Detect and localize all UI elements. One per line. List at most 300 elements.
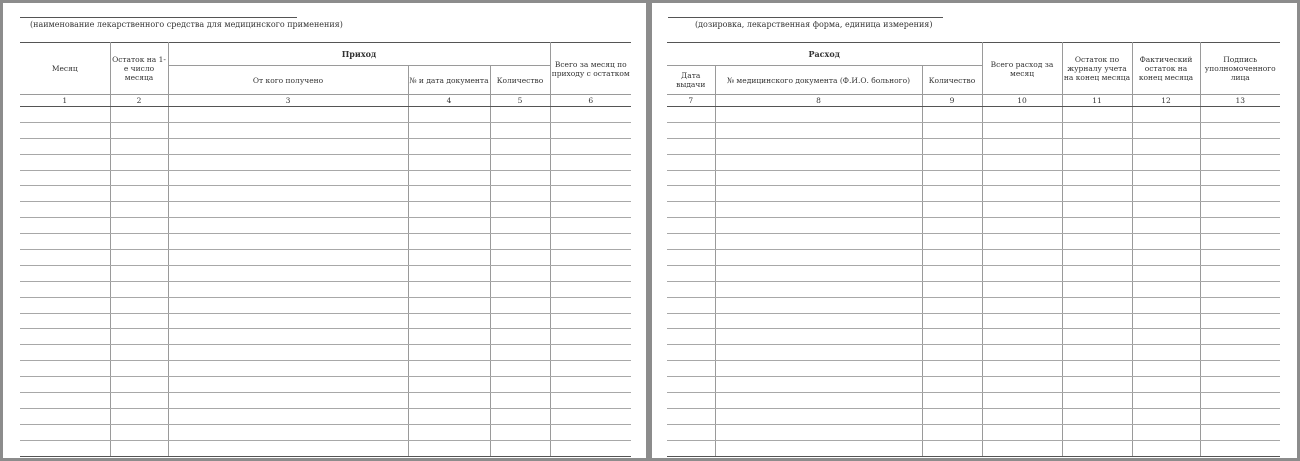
ledger-cell[interactable] xyxy=(110,170,168,186)
ledger-cell[interactable] xyxy=(1132,265,1200,281)
ledger-cell[interactable] xyxy=(922,377,982,393)
ledger-cell[interactable] xyxy=(20,377,110,393)
ledger-cell[interactable] xyxy=(20,138,110,154)
ledger-cell[interactable] xyxy=(667,297,715,313)
ledger-cell[interactable] xyxy=(667,265,715,281)
column-number: 5 xyxy=(490,95,550,107)
ledger-cell[interactable] xyxy=(20,424,110,440)
ledger-cell[interactable] xyxy=(922,297,982,313)
ledger-cell[interactable] xyxy=(922,393,982,409)
ledger-cell[interactable] xyxy=(490,361,550,377)
ledger-cell[interactable] xyxy=(490,122,550,138)
ledger-cell[interactable] xyxy=(982,202,1062,218)
ledger-cell[interactable] xyxy=(667,361,715,377)
ledger-cell[interactable] xyxy=(1200,107,1280,123)
ledger-cell[interactable] xyxy=(982,234,1062,250)
ledger-row xyxy=(20,361,631,377)
ledger-cell[interactable] xyxy=(1132,440,1200,456)
ledger-cell[interactable] xyxy=(110,218,168,234)
ledger-cell[interactable] xyxy=(550,408,631,424)
ledger-cell[interactable] xyxy=(715,234,922,250)
ledger-cell[interactable] xyxy=(1200,440,1280,456)
ledger-cell[interactable] xyxy=(667,250,715,266)
column-number: 9 xyxy=(922,95,982,107)
ledger-cell[interactable] xyxy=(1200,424,1280,440)
ledger-cell[interactable] xyxy=(667,424,715,440)
ledger-cell[interactable] xyxy=(550,440,631,456)
ledger-cell[interactable] xyxy=(550,313,631,329)
ledger-cell[interactable] xyxy=(982,440,1062,456)
ledger-cell[interactable] xyxy=(922,345,982,361)
ledger-cell[interactable] xyxy=(982,170,1062,186)
ledger-cell[interactable] xyxy=(715,408,922,424)
ledger-cell[interactable] xyxy=(1132,313,1200,329)
ledger-row xyxy=(667,122,1280,138)
ledger-cell[interactable] xyxy=(1062,202,1132,218)
ledger-cell[interactable] xyxy=(408,345,490,361)
ledger-cell[interactable] xyxy=(715,313,922,329)
ledger-cell[interactable] xyxy=(1062,377,1132,393)
ledger-cell[interactable] xyxy=(667,377,715,393)
ledger-cell[interactable] xyxy=(110,265,168,281)
ledger-cell[interactable] xyxy=(1062,265,1132,281)
ledger-cell[interactable] xyxy=(20,250,110,266)
ledger-cell[interactable] xyxy=(1200,154,1280,170)
ledger-cell[interactable] xyxy=(550,138,631,154)
ledger-cell[interactable] xyxy=(982,408,1062,424)
ledger-cell[interactable] xyxy=(110,281,168,297)
ledger-cell[interactable] xyxy=(490,297,550,313)
ledger-cell[interactable] xyxy=(550,393,631,409)
ledger-cell[interactable] xyxy=(550,265,631,281)
ledger-cell[interactable] xyxy=(168,377,408,393)
ledger-cell[interactable] xyxy=(550,122,631,138)
drug-name-caption: (наименование лекарственного средства для медицинского применения) xyxy=(30,20,343,29)
ledger-cell[interactable] xyxy=(110,345,168,361)
ledger-cell[interactable] xyxy=(168,408,408,424)
ledger-cell[interactable] xyxy=(1200,377,1280,393)
drug-name-line xyxy=(20,17,297,18)
ledger-cell[interactable] xyxy=(408,329,490,345)
ledger-cell[interactable] xyxy=(922,250,982,266)
ledger-cell[interactable] xyxy=(982,107,1062,123)
ledger-cell[interactable] xyxy=(715,186,922,202)
ledger-cell[interactable] xyxy=(110,440,168,456)
ledger-cell[interactable] xyxy=(490,138,550,154)
ledger-cell[interactable] xyxy=(715,122,922,138)
ledger-cell[interactable] xyxy=(715,377,922,393)
ledger-cell[interactable] xyxy=(490,154,550,170)
ledger-cell[interactable] xyxy=(715,424,922,440)
ledger-cell[interactable] xyxy=(408,440,490,456)
ledger-cell[interactable] xyxy=(490,265,550,281)
ledger-cell[interactable] xyxy=(20,329,110,345)
ledger-cell[interactable] xyxy=(1200,361,1280,377)
ledger-cell[interactable] xyxy=(110,154,168,170)
ledger-cell[interactable] xyxy=(1200,297,1280,313)
ledger-cell[interactable] xyxy=(168,329,408,345)
ledger-cell[interactable] xyxy=(168,250,408,266)
ledger-cell[interactable] xyxy=(1062,234,1132,250)
ledger-cell[interactable] xyxy=(110,107,168,123)
ledger-cell[interactable] xyxy=(408,138,490,154)
ledger-cell[interactable] xyxy=(550,170,631,186)
ledger-cell[interactable] xyxy=(408,218,490,234)
ledger-cell[interactable] xyxy=(1132,377,1200,393)
ledger-cell[interactable] xyxy=(110,329,168,345)
ledger-row xyxy=(667,154,1280,170)
ledger-cell[interactable] xyxy=(490,186,550,202)
ledger-cell[interactable] xyxy=(667,138,715,154)
ledger-cell[interactable] xyxy=(20,281,110,297)
ledger-cell[interactable] xyxy=(1132,424,1200,440)
ledger-cell[interactable] xyxy=(922,281,982,297)
ledger-cell[interactable] xyxy=(550,202,631,218)
ledger-cell[interactable] xyxy=(1200,345,1280,361)
ledger-cell[interactable] xyxy=(20,361,110,377)
ledger-cell[interactable] xyxy=(20,440,110,456)
column-number: 2 xyxy=(110,95,168,107)
ledger-cell[interactable] xyxy=(110,138,168,154)
ledger-cell[interactable] xyxy=(550,218,631,234)
ledger-cell[interactable] xyxy=(110,377,168,393)
ledger-cell[interactable] xyxy=(20,186,110,202)
ledger-cell[interactable] xyxy=(1062,122,1132,138)
ledger-cell[interactable] xyxy=(982,377,1062,393)
ledger-cell[interactable] xyxy=(20,202,110,218)
ledger-cell[interactable] xyxy=(1062,218,1132,234)
ledger-cell[interactable] xyxy=(550,345,631,361)
ledger-cell[interactable] xyxy=(667,154,715,170)
ledger-cell[interactable] xyxy=(1062,107,1132,123)
ledger-cell[interactable] xyxy=(715,218,922,234)
ledger-cell[interactable] xyxy=(490,170,550,186)
ledger-cell[interactable] xyxy=(1200,408,1280,424)
ledger-cell[interactable] xyxy=(550,297,631,313)
ledger-cell[interactable] xyxy=(1062,408,1132,424)
ledger-cell[interactable] xyxy=(982,154,1062,170)
ledger-cell[interactable] xyxy=(490,440,550,456)
ledger-cell[interactable] xyxy=(550,377,631,393)
ledger-cell[interactable] xyxy=(20,408,110,424)
ledger-cell[interactable] xyxy=(667,408,715,424)
ledger-cell[interactable] xyxy=(1132,202,1200,218)
ledger-cell[interactable] xyxy=(168,138,408,154)
ledger-cell[interactable] xyxy=(1200,313,1280,329)
ledger-cell[interactable] xyxy=(1132,345,1200,361)
ledger-cell[interactable] xyxy=(490,377,550,393)
ledger-cell[interactable] xyxy=(1132,329,1200,345)
ledger-cell[interactable] xyxy=(168,393,408,409)
ledger-cell[interactable] xyxy=(982,313,1062,329)
ledger-cell[interactable] xyxy=(1062,250,1132,266)
ledger-cell[interactable] xyxy=(110,186,168,202)
ledger-row xyxy=(20,265,631,281)
ledger-cell[interactable] xyxy=(490,329,550,345)
ledger-cell[interactable] xyxy=(1200,218,1280,234)
ledger-cell[interactable] xyxy=(110,202,168,218)
ledger-cell[interactable] xyxy=(715,361,922,377)
ledger-cell[interactable] xyxy=(667,313,715,329)
ledger-cell[interactable] xyxy=(922,440,982,456)
ledger-cell[interactable] xyxy=(20,154,110,170)
ledger-cell[interactable] xyxy=(715,297,922,313)
ledger-cell[interactable] xyxy=(168,265,408,281)
ledger-cell[interactable] xyxy=(982,122,1062,138)
ledger-cell[interactable] xyxy=(408,297,490,313)
ledger-cell[interactable] xyxy=(1132,122,1200,138)
ledger-cell[interactable] xyxy=(1200,265,1280,281)
ledger-cell[interactable] xyxy=(667,281,715,297)
ledger-cell[interactable] xyxy=(715,265,922,281)
ledger-cell[interactable] xyxy=(715,202,922,218)
ledger-cell[interactable] xyxy=(715,345,922,361)
ledger-cell[interactable] xyxy=(408,377,490,393)
ledger-cell[interactable] xyxy=(490,107,550,123)
ledger-cell[interactable] xyxy=(1132,170,1200,186)
ledger-cell[interactable] xyxy=(922,154,982,170)
ledger-cell[interactable] xyxy=(20,393,110,409)
ledger-cell[interactable] xyxy=(922,122,982,138)
ledger-cell[interactable] xyxy=(982,393,1062,409)
ledger-cell[interactable] xyxy=(715,154,922,170)
ledger-cell[interactable] xyxy=(408,424,490,440)
ledger-cell[interactable] xyxy=(408,250,490,266)
ledger-cell[interactable] xyxy=(550,361,631,377)
ledger-cell[interactable] xyxy=(1200,202,1280,218)
ledger-cell[interactable] xyxy=(1132,107,1200,123)
ledger-row xyxy=(667,440,1280,456)
ledger-cell[interactable] xyxy=(715,393,922,409)
ledger-cell[interactable] xyxy=(982,138,1062,154)
ledger-cell[interactable] xyxy=(550,186,631,202)
ledger-cell[interactable] xyxy=(922,186,982,202)
ledger-cell[interactable] xyxy=(168,186,408,202)
ledger-cell[interactable] xyxy=(110,250,168,266)
ledger-cell[interactable] xyxy=(1132,218,1200,234)
ledger-cell[interactable] xyxy=(490,345,550,361)
ledger-cell[interactable] xyxy=(408,393,490,409)
ledger-cell[interactable] xyxy=(1200,170,1280,186)
ledger-cell[interactable] xyxy=(1132,393,1200,409)
ledger-cell[interactable] xyxy=(168,234,408,250)
ledger-cell[interactable] xyxy=(490,250,550,266)
ledger-cell[interactable] xyxy=(408,122,490,138)
ledger-cell[interactable] xyxy=(982,424,1062,440)
ledger-cell[interactable] xyxy=(168,313,408,329)
ledger-cell[interactable] xyxy=(667,329,715,345)
ledger-cell[interactable] xyxy=(20,345,110,361)
ledger-cell[interactable] xyxy=(550,329,631,345)
ledger-cell[interactable] xyxy=(20,170,110,186)
header-from-whom: От кого получено xyxy=(168,66,408,95)
ledger-cell[interactable] xyxy=(490,218,550,234)
ledger-cell[interactable] xyxy=(1132,250,1200,266)
ledger-cell[interactable] xyxy=(550,281,631,297)
ledger-cell[interactable] xyxy=(982,361,1062,377)
ledger-cell[interactable] xyxy=(667,122,715,138)
ledger-cell[interactable] xyxy=(1062,361,1132,377)
ledger-cell[interactable] xyxy=(922,170,982,186)
ledger-cell[interactable] xyxy=(20,265,110,281)
ledger-cell[interactable] xyxy=(982,218,1062,234)
ledger-cell[interactable] xyxy=(1062,170,1132,186)
ledger-cell[interactable] xyxy=(550,107,631,123)
ledger-cell[interactable] xyxy=(667,393,715,409)
ledger-cell[interactable] xyxy=(110,393,168,409)
ledger-cell[interactable] xyxy=(1062,393,1132,409)
ledger-cell[interactable] xyxy=(1200,138,1280,154)
ledger-cell[interactable] xyxy=(110,122,168,138)
ledger-cell[interactable] xyxy=(550,234,631,250)
ledger-cell[interactable] xyxy=(715,250,922,266)
ledger-cell[interactable] xyxy=(922,234,982,250)
ledger-cell[interactable] xyxy=(490,234,550,250)
ledger-cell[interactable] xyxy=(715,281,922,297)
ledger-cell[interactable] xyxy=(408,265,490,281)
ledger-cell[interactable] xyxy=(715,440,922,456)
ledger-cell[interactable] xyxy=(20,234,110,250)
ledger-cell[interactable] xyxy=(1062,440,1132,456)
ledger-cell[interactable] xyxy=(1132,234,1200,250)
ledger-cell[interactable] xyxy=(20,313,110,329)
ledger-cell[interactable] xyxy=(490,424,550,440)
ledger-cell[interactable] xyxy=(110,313,168,329)
ledger-cell[interactable] xyxy=(1062,329,1132,345)
ledger-cell[interactable] xyxy=(1132,408,1200,424)
ledger-cell[interactable] xyxy=(715,107,922,123)
ledger-cell[interactable] xyxy=(1132,361,1200,377)
ledger-cell[interactable] xyxy=(490,313,550,329)
ledger-cell[interactable] xyxy=(1132,186,1200,202)
ledger-cell[interactable] xyxy=(922,329,982,345)
ledger-cell[interactable] xyxy=(490,281,550,297)
ledger-cell[interactable] xyxy=(110,297,168,313)
ledger-cell[interactable] xyxy=(408,170,490,186)
ledger-cell[interactable] xyxy=(408,154,490,170)
ledger-cell[interactable] xyxy=(168,281,408,297)
ledger-cell[interactable] xyxy=(1062,345,1132,361)
ledger-cell[interactable] xyxy=(20,107,110,123)
ledger-cell[interactable] xyxy=(550,250,631,266)
ledger-cell[interactable] xyxy=(1132,297,1200,313)
ledger-cell[interactable] xyxy=(168,122,408,138)
ledger-cell[interactable] xyxy=(922,202,982,218)
left-page xyxy=(3,3,646,458)
ledger-cell[interactable] xyxy=(1132,154,1200,170)
ledger-cell[interactable] xyxy=(1062,424,1132,440)
ledger-cell[interactable] xyxy=(1132,281,1200,297)
ledger-cell[interactable] xyxy=(1200,393,1280,409)
ledger-cell[interactable] xyxy=(408,186,490,202)
ledger-cell[interactable] xyxy=(1062,297,1132,313)
ledger-cell[interactable] xyxy=(110,424,168,440)
ledger-cell[interactable] xyxy=(922,265,982,281)
ledger-cell[interactable] xyxy=(1200,250,1280,266)
ledger-cell[interactable] xyxy=(667,170,715,186)
ledger-cell[interactable] xyxy=(1062,313,1132,329)
ledger-cell[interactable] xyxy=(168,440,408,456)
ledger-cell[interactable] xyxy=(168,170,408,186)
ledger-cell[interactable] xyxy=(982,281,1062,297)
ledger-cell[interactable] xyxy=(1062,154,1132,170)
column-number: 10 xyxy=(982,95,1062,107)
column-number: 1 xyxy=(20,95,110,107)
ledger-cell[interactable] xyxy=(982,265,1062,281)
ledger-cell[interactable] xyxy=(667,440,715,456)
ledger-cell[interactable] xyxy=(922,408,982,424)
ledger-cell[interactable] xyxy=(110,408,168,424)
ledger-cell[interactable] xyxy=(408,107,490,123)
ledger-cell[interactable] xyxy=(982,345,1062,361)
ledger-cell[interactable] xyxy=(667,107,715,123)
ledger-cell[interactable] xyxy=(1200,329,1280,345)
ledger-cell[interactable] xyxy=(922,138,982,154)
ledger-cell[interactable] xyxy=(1062,138,1132,154)
ledger-cell[interactable] xyxy=(1200,122,1280,138)
ledger-cell[interactable] xyxy=(168,218,408,234)
ledger-cell[interactable] xyxy=(20,218,110,234)
ledger-cell[interactable] xyxy=(490,393,550,409)
ledger-cell[interactable] xyxy=(168,297,408,313)
ledger-cell[interactable] xyxy=(550,424,631,440)
ledger-cell[interactable] xyxy=(408,313,490,329)
ledger-cell[interactable] xyxy=(982,186,1062,202)
ledger-cell[interactable] xyxy=(490,202,550,218)
ledger-cell[interactable] xyxy=(550,154,631,170)
ledger-cell[interactable] xyxy=(715,329,922,345)
ledger-cell[interactable] xyxy=(982,250,1062,266)
ledger-cell[interactable] xyxy=(667,218,715,234)
ledger-cell[interactable] xyxy=(982,329,1062,345)
ledger-cell[interactable] xyxy=(408,234,490,250)
ledger-cell[interactable] xyxy=(20,297,110,313)
ledger-cell[interactable] xyxy=(1132,138,1200,154)
ledger-cell[interactable] xyxy=(922,361,982,377)
ledger-cell[interactable] xyxy=(110,361,168,377)
ledger-cell[interactable] xyxy=(982,297,1062,313)
ledger-cell[interactable] xyxy=(922,218,982,234)
ledger-cell[interactable] xyxy=(168,107,408,123)
ledger-cell[interactable] xyxy=(408,361,490,377)
ledger-cell[interactable] xyxy=(667,186,715,202)
ledger-cell[interactable] xyxy=(168,202,408,218)
ledger-cell[interactable] xyxy=(667,345,715,361)
ledger-cell[interactable] xyxy=(168,424,408,440)
ledger-cell[interactable] xyxy=(168,154,408,170)
ledger-cell[interactable] xyxy=(20,122,110,138)
ledger-cell[interactable] xyxy=(408,202,490,218)
ledger-cell[interactable] xyxy=(922,424,982,440)
ledger-cell[interactable] xyxy=(922,313,982,329)
ledger-cell[interactable] xyxy=(667,202,715,218)
ledger-cell[interactable] xyxy=(408,408,490,424)
ledger-cell[interactable] xyxy=(715,170,922,186)
ledger-cell[interactable] xyxy=(490,408,550,424)
ledger-cell[interactable] xyxy=(110,234,168,250)
ledger-cell[interactable] xyxy=(922,107,982,123)
ledger-cell[interactable] xyxy=(168,361,408,377)
ledger-cell[interactable] xyxy=(1200,234,1280,250)
ledger-cell[interactable] xyxy=(1200,186,1280,202)
ledger-cell[interactable] xyxy=(408,281,490,297)
ledger-cell[interactable] xyxy=(168,345,408,361)
ledger-cell[interactable] xyxy=(1062,186,1132,202)
ledger-cell[interactable] xyxy=(1200,281,1280,297)
ledger-cell[interactable] xyxy=(715,138,922,154)
ledger-cell[interactable] xyxy=(1062,281,1132,297)
ledger-cell[interactable] xyxy=(667,234,715,250)
